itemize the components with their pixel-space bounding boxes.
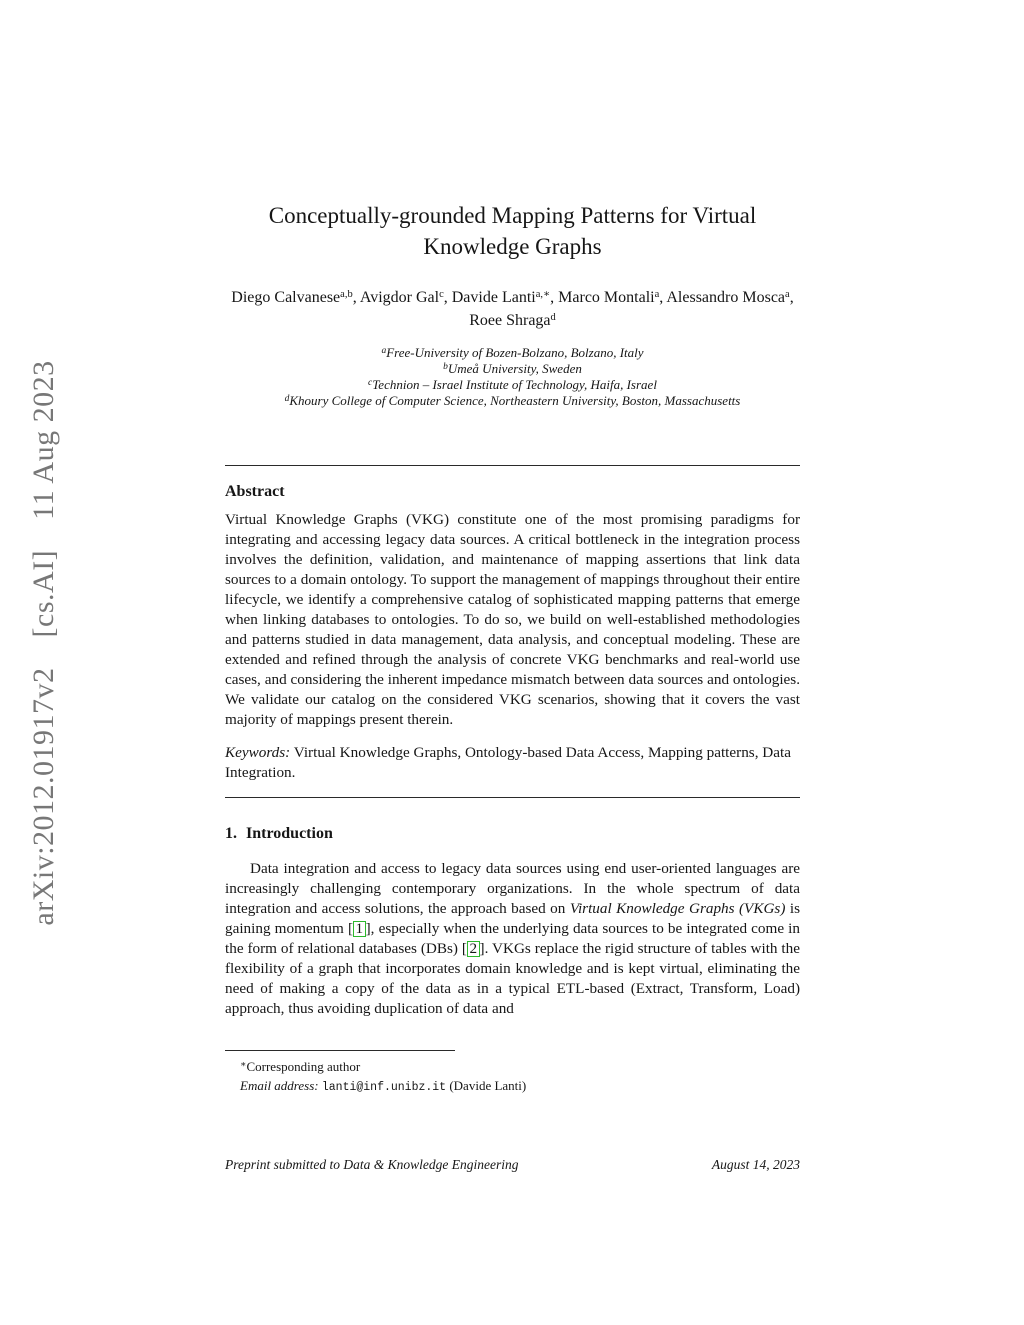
author-separator: , bbox=[352, 289, 360, 306]
footnote-rule bbox=[225, 1050, 455, 1051]
keywords-text: Virtual Knowledge Graphs, Ontology-based Data Access, Mapping patterns, Data Integration. bbox=[225, 744, 791, 781]
author-separator: , bbox=[659, 289, 667, 306]
affiliation-text: Khoury College of Computer Science, Northeastern University, Boston, Massachusetts bbox=[289, 393, 741, 408]
author-name: Diego Calvanese bbox=[231, 289, 341, 306]
citation-bracket: ] bbox=[365, 920, 371, 937]
author-affiliation-marker: c bbox=[439, 289, 444, 300]
footnote-marker: ∗ bbox=[240, 1060, 247, 1070]
citation-link-1[interactable]: 1 bbox=[353, 921, 366, 937]
author-list bbox=[225, 286, 800, 332]
author-name: Avigdor Gal bbox=[359, 289, 440, 306]
section-heading-introduction bbox=[225, 825, 800, 843]
corresponding-author-note bbox=[225, 1056, 800, 1077]
footer-date: August 14, 2023 bbox=[711, 1157, 800, 1172]
email-author-name: (Davide Lanti) bbox=[446, 1077, 527, 1093]
intro-text: , especially when the underlying data sources to be integrated come in the form of relational databases (DBs) bbox=[225, 920, 800, 957]
arxiv-id: arXiv:2012.01917v2 bbox=[27, 667, 60, 926]
affiliation-marker: a bbox=[381, 346, 387, 356]
section-title: Introduction bbox=[246, 825, 333, 842]
affiliation-text: Technion – Israel Institute of Technology, Haifa, Israel bbox=[372, 377, 657, 392]
author-separator: , bbox=[550, 289, 559, 306]
keywords-line bbox=[225, 743, 800, 783]
affiliation-line bbox=[225, 393, 800, 409]
author-affiliation-marker: a bbox=[785, 289, 790, 300]
footnote-block bbox=[225, 1050, 800, 1097]
abstract-heading: Abstract bbox=[225, 483, 285, 500]
affiliation-marker: c bbox=[368, 378, 373, 388]
author-separator: , bbox=[789, 289, 794, 306]
citation-bracket: ] bbox=[479, 940, 485, 957]
page-content bbox=[225, 0, 800, 1097]
separator-rule-top bbox=[225, 465, 800, 466]
footnote bbox=[225, 1056, 800, 1097]
email-address-line bbox=[225, 1077, 800, 1098]
submission-note: Preprint submitted to Data & Knowledge Engineering bbox=[225, 1157, 519, 1172]
affiliation-marker: d bbox=[284, 394, 290, 404]
author-affiliation-marker: a bbox=[654, 289, 660, 300]
section-number: 1. bbox=[225, 825, 237, 842]
author-name: Roee Shraga bbox=[469, 312, 551, 329]
keywords-label: Keywords: bbox=[225, 744, 291, 761]
author-name: Marco Montali bbox=[558, 289, 655, 306]
affiliation-line bbox=[225, 345, 800, 361]
arxiv-date: 11 Aug 2023 bbox=[27, 360, 60, 520]
page-footer bbox=[225, 1157, 800, 1173]
email-address-label: Email address: bbox=[240, 1077, 322, 1093]
arxiv-watermark bbox=[27, 360, 61, 925]
author-affiliation-marker: d bbox=[550, 312, 556, 323]
author-name: Alessandro Mosca bbox=[666, 289, 786, 306]
intro-text: . VKGs replace the rigid structure of tables with the flexibility of a graph that incorporates domain knowledge and is kept virtual, eliminating the need of making a copy of the data as in a typical ETL-based (Extract, Transform, Load) approach, thus avoiding duplication of data and bbox=[225, 940, 800, 1017]
affiliation-line bbox=[225, 377, 800, 393]
author-affiliation-marker: a,∗ bbox=[535, 289, 551, 300]
affiliation-line bbox=[225, 361, 800, 377]
email-address-link[interactable]: lanti@inf.unibz.it bbox=[321, 1080, 447, 1094]
intro-text: is gaining momentum bbox=[225, 900, 800, 937]
affiliation-text: Free-University of Bozen-Bolzano, Bolzano, Italy bbox=[386, 345, 644, 360]
intro-paragraph bbox=[225, 859, 800, 1019]
abstract-text: Virtual Knowledge Graphs (VKG) constitute one of the most promising paradigms for integrating and accessing legacy data sources. A critical bottleneck in the integration process involves the definition, validation, and maintenance of mapping assertions that link data sources to a domain ontology. To support the management of mappings throughout their entire lifecycle, we identify a comprehensive catalog of sophisticated mapping patterns that emerge when linking databases to ontologies. To do so, we build on well-established methodologies and patterns studied in data management, data analysis, and conceptual modeling. These are extended and refined through the analysis of concrete VKG benchmarks and real-world use cases, and considering the inherent impedance mismatch between data sources and ontologies. We validate our catalog on the considered VKG scenarios, showing that it covers the vast majority of mappings present therein. bbox=[225, 511, 800, 728]
author-separator: , bbox=[443, 289, 452, 306]
author-affiliation-marker: a,b bbox=[340, 289, 353, 300]
author-name: Davide Lanti bbox=[451, 289, 536, 306]
citation-link-2[interactable]: 2 bbox=[467, 941, 480, 957]
intro-text: Data integration and access to legacy data sources using end user-oriented languages are increasingly challenging contemporary organizations. In the whole spectrum of data integration and access solutions, the approach based on bbox=[225, 860, 800, 917]
intro-text-emphasis: Virtual Knowledge Graphs (VKGs) bbox=[569, 900, 786, 917]
separator-rule-bottom bbox=[225, 797, 800, 798]
affiliation-marker: b bbox=[443, 362, 448, 372]
citation-bracket: [ bbox=[461, 940, 467, 957]
affiliation-list bbox=[225, 345, 800, 409]
footnote-text: Corresponding author bbox=[246, 1059, 361, 1074]
page-title: Conceptually-grounded Mapping Patterns for Virtual Knowledge Graphs bbox=[268, 203, 757, 259]
affiliation-text: Umeå University, Sweden bbox=[447, 361, 582, 376]
citation-bracket: [ bbox=[347, 920, 354, 937]
arxiv-category: [cs.AI] bbox=[27, 549, 60, 638]
